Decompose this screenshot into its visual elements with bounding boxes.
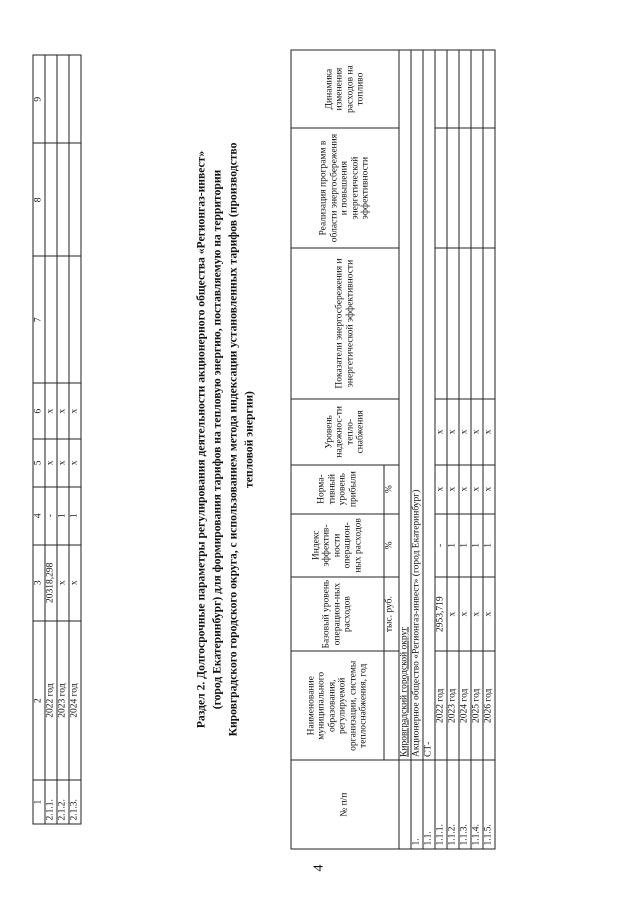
header-norm: Норма-тивный уровень прибыли xyxy=(291,465,384,514)
cell xyxy=(483,248,495,399)
header-cell: 4 xyxy=(33,487,45,545)
table-row xyxy=(483,50,495,849)
cell: 1.1.5. xyxy=(483,760,495,849)
cell xyxy=(459,128,471,248)
cell: x xyxy=(471,465,483,514)
cell: 1.1.1. xyxy=(435,760,447,849)
table-row xyxy=(435,50,447,849)
cell xyxy=(45,55,57,143)
cell xyxy=(69,143,81,256)
org-name: Акционерное общество «Регионгаз-инвест» (город Екатеринбург) xyxy=(411,50,423,760)
cell: 1 xyxy=(471,514,483,578)
cell: x xyxy=(69,545,81,621)
cell: 1.1.4. xyxy=(471,760,483,849)
header-cell: 6 xyxy=(33,383,45,439)
district-name: Кировградский городской округ xyxy=(399,50,411,760)
section-title-line: (город Екатеринбург) для формирования тарифов на тепловую энергию, поставляемую на территории xyxy=(210,169,223,710)
header-energy-indicators: Показатели энергосбережения и энергетической эффективности xyxy=(291,248,399,399)
cell: 2022 год xyxy=(45,621,57,780)
cell: x xyxy=(435,465,447,514)
cell: 2.1.3. xyxy=(69,780,81,824)
header-num: № п/п xyxy=(291,760,399,849)
cell xyxy=(45,143,57,256)
header-programs: Реализация программ в области энергосбережения и повышения энергетической эффективности xyxy=(291,128,399,248)
cell: x xyxy=(483,577,495,651)
cell xyxy=(471,128,483,248)
cell xyxy=(447,248,459,399)
header-row xyxy=(291,50,384,849)
cell xyxy=(447,50,459,128)
cell xyxy=(435,128,447,248)
cell: x xyxy=(459,399,471,465)
cell xyxy=(69,256,81,383)
header-cell: 5 xyxy=(33,439,45,487)
system-name: СТ- xyxy=(423,50,435,760)
cell: 1 xyxy=(483,514,495,578)
unit-norm: % xyxy=(384,465,399,514)
unit-base: тыс. руб. xyxy=(384,577,399,651)
cell: 20318,298 xyxy=(45,545,57,621)
cell: x xyxy=(459,465,471,514)
section-title xyxy=(193,45,257,835)
cell: 2024 год xyxy=(69,621,81,780)
cell xyxy=(471,248,483,399)
cell xyxy=(57,143,69,256)
system-row xyxy=(423,50,435,849)
cell: x xyxy=(471,577,483,651)
cell xyxy=(483,50,495,128)
org-row xyxy=(411,50,423,849)
cell: 2023 год xyxy=(57,621,69,780)
rotated-page xyxy=(15,15,625,890)
cell xyxy=(483,128,495,248)
cell xyxy=(69,55,81,143)
header-base: Базовый уровень операцион-ных расходов xyxy=(291,577,384,651)
cell: 2026 год xyxy=(483,651,495,760)
cell: 1 xyxy=(447,514,459,578)
cell xyxy=(459,50,471,128)
cell: x xyxy=(459,577,471,651)
unit-index: % xyxy=(384,514,399,578)
cell: - xyxy=(45,487,57,545)
parameters-table xyxy=(290,50,495,850)
header-cell: 9 xyxy=(33,55,45,143)
header-index: Индекс эффектив-ности операцион-ных расходов xyxy=(291,514,384,578)
cell: 2025 год xyxy=(471,651,483,760)
cell: x xyxy=(435,399,447,465)
cell: x xyxy=(57,439,69,487)
cell: 2022 год xyxy=(435,651,447,760)
cell xyxy=(435,50,447,128)
group-row xyxy=(399,50,411,849)
cell: x xyxy=(483,465,495,514)
table-row xyxy=(45,55,57,824)
cell: 1. xyxy=(411,760,423,849)
table-row xyxy=(69,55,81,824)
cell: 2.1.2. xyxy=(57,780,69,824)
page-number: 4 xyxy=(311,864,326,872)
table-row xyxy=(447,50,459,849)
cell: 1 xyxy=(69,487,81,545)
cell: x xyxy=(45,439,57,487)
cell: 1 xyxy=(459,514,471,578)
cell: x xyxy=(45,383,57,439)
cell: - xyxy=(435,514,447,578)
cell: x xyxy=(69,439,81,487)
header-cell: 3 xyxy=(33,545,45,621)
cell: x xyxy=(57,545,69,621)
cell: x xyxy=(57,383,69,439)
cell: x xyxy=(447,399,459,465)
section-title-line: Раздел 2. Долгосрочные параметры регулирования деятельности акционерного общества «Регионгаз-инвест» xyxy=(194,150,207,729)
cell: 1.1.3. xyxy=(459,760,471,849)
cell: 2024 год xyxy=(459,651,471,760)
section-title-line: тепловой энергии) xyxy=(242,391,255,488)
header-reliability: Уровень надежнос-ти тепло-снабжения xyxy=(291,399,399,465)
section-title-line: Кировградского городского округа, с использованием метода индексации установленных тарифов (производство xyxy=(226,142,239,737)
cell: 2953,719 xyxy=(435,577,447,651)
table-row xyxy=(459,50,471,849)
cell: x xyxy=(447,465,459,514)
header-cell: 1 xyxy=(33,780,45,824)
cell: x xyxy=(471,399,483,465)
cell: x xyxy=(447,577,459,651)
cell xyxy=(471,50,483,128)
continuation-table xyxy=(32,55,81,825)
cell: 1.1. xyxy=(423,760,435,849)
units-name-cell xyxy=(384,651,399,760)
cell xyxy=(435,248,447,399)
header-cell: 8 xyxy=(33,143,45,256)
cell xyxy=(399,760,411,849)
cell: 2023 год xyxy=(447,651,459,760)
cell xyxy=(459,248,471,399)
table-row xyxy=(471,50,483,849)
cell: 1.1.2. xyxy=(447,760,459,849)
cell: 2.1.1. xyxy=(45,780,57,824)
cell: x xyxy=(69,383,81,439)
cell: x xyxy=(483,399,495,465)
table-header-row xyxy=(33,55,45,824)
cell xyxy=(45,256,57,383)
header-cell: 2 xyxy=(33,621,45,780)
table-row xyxy=(57,55,69,824)
header-dynamics: Динамика изменения расходов на топливо xyxy=(291,50,399,128)
cell xyxy=(57,55,69,143)
cell xyxy=(447,128,459,248)
cell: 1 xyxy=(57,487,69,545)
header-name: Наименование муниципального образования, регулируемой организации, системы теплоснабжения, год xyxy=(291,651,384,760)
header-cell: 7 xyxy=(33,256,45,383)
cell xyxy=(57,256,69,383)
